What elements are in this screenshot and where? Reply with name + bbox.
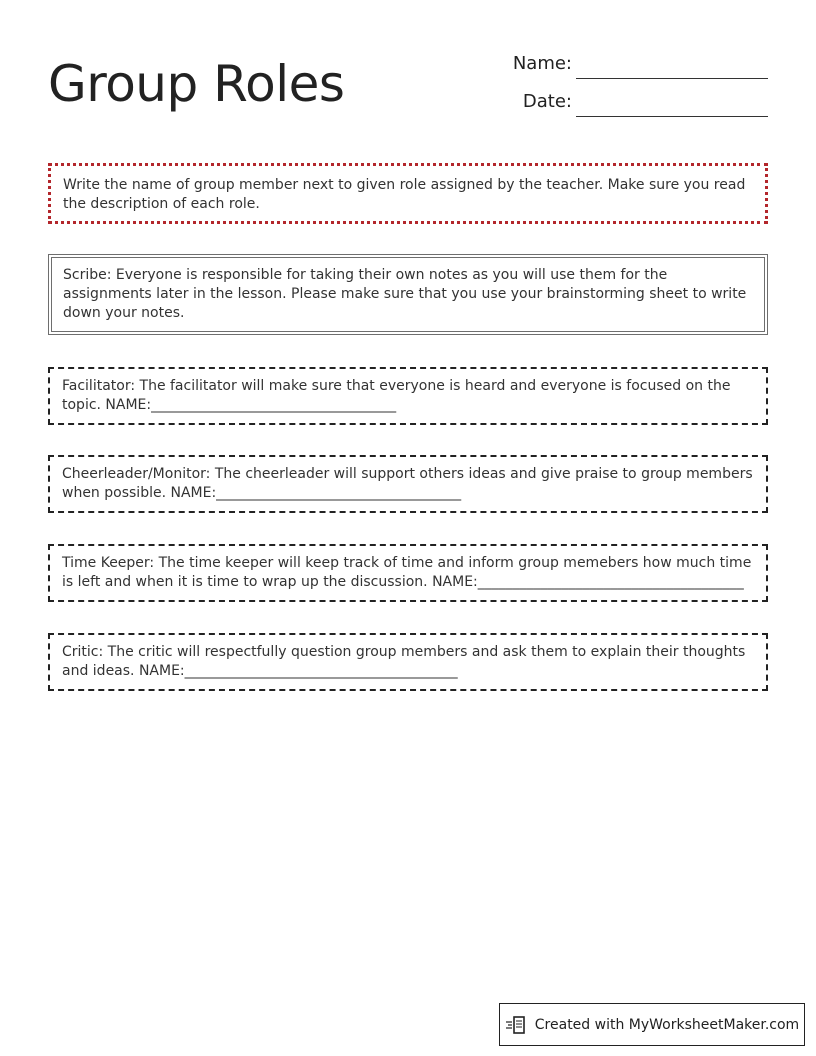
critic-role-box: Critic: The critic will respectfully question group members and ask them to explain their thoughts and ideas. NAME:_______________________________________	[48, 633, 768, 691]
worksheet-maker-logo-icon	[505, 1015, 527, 1035]
time-keeper-role-box: Time Keeper: The time keeper will keep track of time and inform group memebers how much time is left and when it is time to wrap up the discussion. NAME:______________________________________	[48, 544, 768, 602]
date-label: Date:	[522, 91, 572, 112]
scribe-role-box: Scribe: Everyone is responsible for taking their own notes as you will use them for the assignments later in the lesson. Please make sure that you use your brainstorming sheet to write down your notes.	[48, 254, 768, 335]
cheerleader-role-box: Cheerleader/Monitor: The cheerleader will support others ideas and give praise to group members when possible. NAME:___________________________________	[48, 455, 768, 513]
date-line[interactable]	[576, 116, 768, 117]
date-field[interactable]	[498, 87, 770, 117]
name-line[interactable]	[576, 78, 768, 79]
footer-credit	[499, 1003, 805, 1046]
page-title: Group Roles	[48, 55, 345, 113]
instructions-box: Write the name of group member next to given role assigned by the teacher. Make sure you read the description of each role.	[48, 163, 768, 224]
footer-label: Created with MyWorksheetMaker.com	[534, 1016, 800, 1033]
name-field[interactable]	[498, 49, 770, 79]
name-label: Name:	[512, 53, 572, 74]
facilitator-role-box: Facilitator: The facilitator will make sure that everyone is heard and everyone is focused on the topic. NAME:___________________________________	[48, 367, 768, 425]
